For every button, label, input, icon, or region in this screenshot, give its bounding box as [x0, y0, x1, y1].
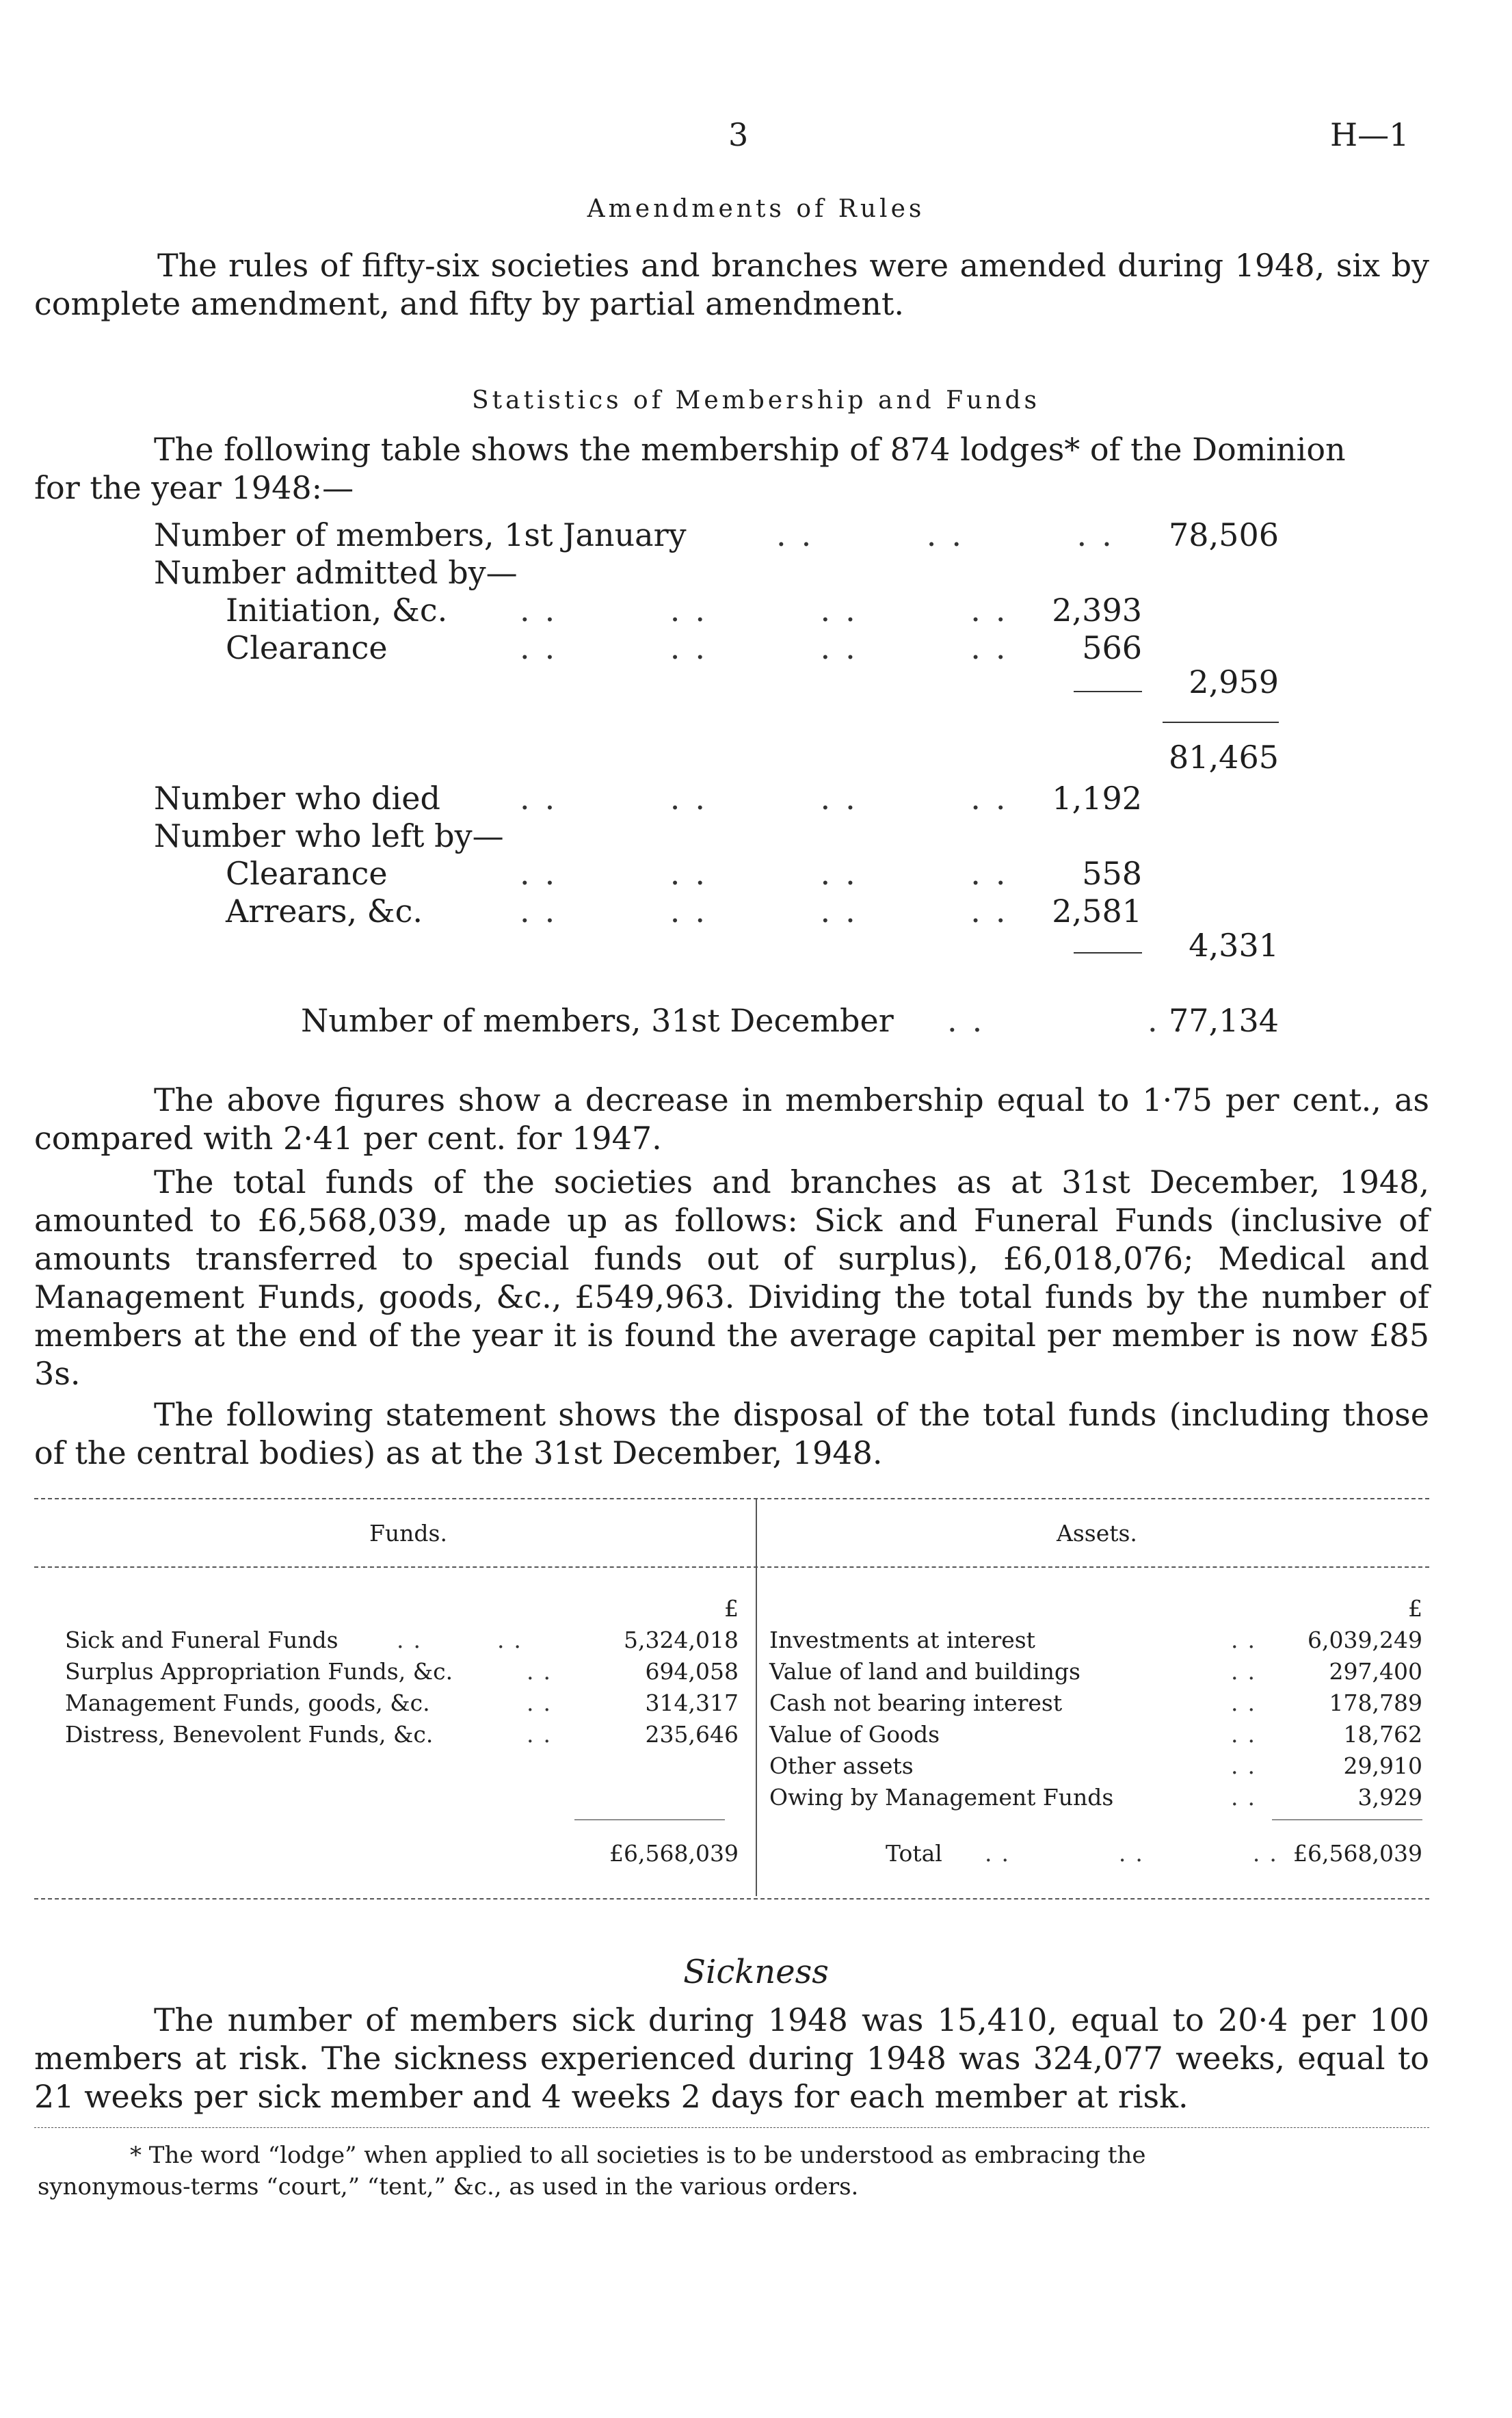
- assets-row-label: Value of land and buildings: [769, 1658, 1080, 1685]
- statistics-intro-line1: The following table shows the membership of 874 lodges* of the Dominion: [154, 431, 1346, 468]
- document-reference: H—1: [1330, 116, 1409, 153]
- leader-dots: ..: [527, 1690, 560, 1716]
- left-label: Number who left by—: [154, 817, 504, 854]
- assets-total-rule: [1272, 1819, 1422, 1820]
- clearance-in-value: 566: [1082, 629, 1142, 666]
- footnote-line2: synonymous-terms “court,” “tent,” &c., as used in the various orders.: [38, 2173, 859, 2200]
- members-jan-label: Number of members, 1st January: [154, 516, 687, 553]
- funds-row-label: Sick and Funeral Funds: [65, 1627, 339, 1653]
- initiation-value: 2,393: [1052, 592, 1142, 629]
- leader-dots: .. ..: [397, 1627, 531, 1653]
- assets-row-value: 3,929: [1357, 1784, 1422, 1811]
- decrease-paragraph: The above figures show a decrease in membership equal to 1·75 per cent., as compared with 2·41 per cent. for 1947.: [34, 1081, 1429, 1157]
- assets-row-value: 178,789: [1329, 1690, 1422, 1716]
- funds-row-value: 5,324,018: [624, 1627, 739, 1653]
- members-jan-value: 78,506: [1169, 516, 1279, 553]
- members-dec-label: Number of members, 31st December: [301, 1002, 894, 1039]
- statistics-intro-line2: for the year 1948:—: [34, 469, 354, 506]
- sum-rule: [1074, 691, 1142, 692]
- leader-dots: .. .. .. ..: [520, 893, 1021, 930]
- members-dec-value: 77,134: [1169, 1002, 1279, 1039]
- assets-row-label: Investments at interest: [769, 1627, 1035, 1653]
- clearance-out-value: 558: [1082, 855, 1142, 892]
- page-number: 3: [728, 116, 749, 153]
- funds-row-label: Surplus Appropriation Funds, &c.: [65, 1658, 453, 1685]
- leader-dots: ..: [1231, 1721, 1264, 1748]
- funds-row-value: 694,058: [645, 1658, 739, 1685]
- leader-dots: ..: [527, 1658, 560, 1685]
- table-top-rule: [34, 1498, 1429, 1499]
- leader-dots: ..: [1231, 1627, 1264, 1653]
- leader-dots: .. .. ..: [776, 516, 1127, 553]
- leader-dots: .. .. .. ..: [520, 855, 1021, 892]
- leader-dots: .. ..: [947, 1002, 1198, 1039]
- funds-paragraph: The total funds of the societies and branches as at 31st December, 1948, amounted to £6,568,039, made up as follows: Sick and Funeral Funds (inclusive of amounts transferred to special funds out of surplus), £6,018,076; Medical and Management Funds, goods, &c., £549,963. Dividing the total funds by the number of members at the end of the year it is found the average capital per member is now £85 3s.: [34, 1164, 1429, 1392]
- leader-dots: ..: [1231, 1658, 1264, 1685]
- footnote-line1: * The word “lodge” when applied to all societies is to be understood as embracing the: [130, 2142, 1146, 2169]
- assets-row-label: Other assets: [769, 1752, 914, 1779]
- died-label: Number who died: [154, 780, 440, 817]
- assets-currency: £: [1408, 1595, 1422, 1622]
- subtotal-value: 81,465: [1169, 739, 1279, 776]
- sickness-paragraph: The number of members sick during 1948 was 15,410, equal to 20·4 per 100 members at risk. The sickness experienced during 1948 was 324,077 weeks, equal to 21 weeks per sick member and 4 weeks 2 days for each member at risk.: [34, 2001, 1429, 2115]
- assets-column-header: Assets.: [1057, 1520, 1137, 1547]
- assets-total-value: £6,568,039: [1293, 1840, 1422, 1867]
- amendments-heading: Amendments of Rules: [587, 195, 925, 223]
- funds-row-value: 314,317: [645, 1690, 739, 1716]
- assets-row-value: 297,400: [1329, 1658, 1422, 1685]
- funds-column-header: Funds.: [369, 1520, 447, 1547]
- table-header-rule: [34, 1566, 1429, 1568]
- sickness-heading: Sickness: [683, 1953, 829, 1991]
- assets-row-label: Owing by Management Funds: [769, 1784, 1114, 1811]
- leader-dots: .. .. .. ..: [520, 592, 1021, 629]
- admitted-total: 2,959: [1189, 663, 1279, 700]
- amendments-paragraph: The rules of fifty-six societies and branches were amended during 1948, six by complete amendment, and fifty by partial amendment.: [34, 247, 1429, 322]
- left-total: 4,331: [1189, 927, 1279, 964]
- funds-row-value: 235,646: [645, 1721, 739, 1748]
- died-value: 1,192: [1052, 780, 1142, 817]
- funds-currency: £: [724, 1595, 739, 1622]
- assets-row-value: 29,910: [1343, 1752, 1422, 1779]
- arrears-value: 2,581: [1052, 893, 1142, 930]
- assets-total-label: Total: [886, 1840, 942, 1867]
- leader-dots: ..: [1231, 1690, 1264, 1716]
- admitted-label: Number admitted by—: [154, 554, 518, 591]
- clearance-in-label: Clearance: [226, 629, 388, 666]
- initiation-label: Initiation, &c.: [226, 592, 448, 629]
- funds-row-label: Distress, Benevolent Funds, &c.: [65, 1721, 434, 1748]
- funds-total-value: £6,568,039: [609, 1840, 739, 1867]
- leader-dots: .. .. ..: [985, 1840, 1286, 1867]
- footnote-rule: [34, 2127, 1429, 2128]
- assets-row-value: 6,039,249: [1308, 1627, 1422, 1653]
- disposal-paragraph: The following statement shows the disposal of the total funds (including those of the central bodies) as at the 31st December, 1948.: [34, 1396, 1429, 1471]
- table-bottom-rule: [34, 1898, 1429, 1900]
- assets-row-label: Cash not bearing interest: [769, 1690, 1063, 1716]
- arrears-label: Arrears, &c.: [226, 893, 423, 930]
- assets-row-label: Value of Goods: [769, 1721, 940, 1748]
- leader-dots: ..: [527, 1721, 560, 1748]
- funds-total-rule: [574, 1819, 725, 1820]
- clearance-out-label: Clearance: [226, 855, 388, 892]
- assets-row-value: 18,762: [1343, 1721, 1422, 1748]
- leader-dots: ..: [1231, 1752, 1264, 1779]
- sum-rule: [1074, 952, 1142, 954]
- statistics-heading: Statistics of Membership and Funds: [471, 386, 1041, 415]
- leader-dots: .. .. .. ..: [520, 780, 1021, 817]
- funds-row-label: Management Funds, goods, &c.: [65, 1690, 430, 1716]
- sum-rule: [1163, 722, 1279, 723]
- leader-dots: ..: [1231, 1784, 1264, 1811]
- leader-dots: .. .. .. ..: [520, 629, 1021, 666]
- table-column-divider: [756, 1499, 757, 1896]
